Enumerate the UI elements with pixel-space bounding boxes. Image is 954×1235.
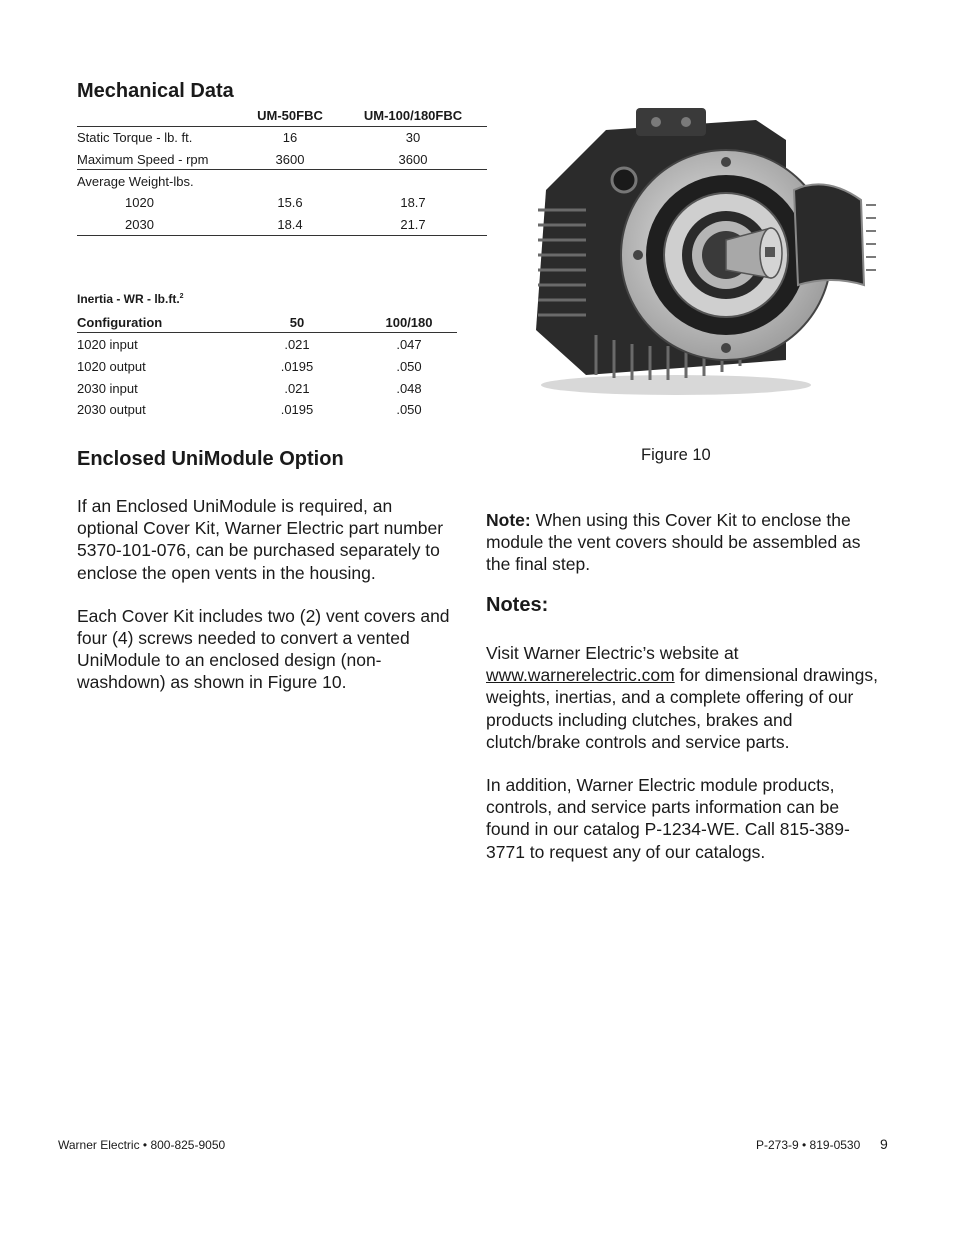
col-header-configuration: Configuration [77,315,163,330]
row-label: 2030 input [77,381,138,396]
inertia-table [77,292,457,422]
notes-text: Visit Warner Electric’s website at [486,643,739,663]
table-rule [77,332,457,333]
website-link[interactable]: www.warnerelectric.com [486,665,675,686]
row-label: Average Weight-lbs. [77,174,194,189]
cell-value: 3600 [398,152,428,167]
table-rule [77,169,487,170]
cell-value: .021 [284,337,310,352]
cell-value: 21.7 [400,217,426,232]
table-row [77,174,487,194]
col-header-100-180: 100/180 [385,315,433,330]
row-label: 1020 [125,195,154,210]
col-header-um100: UM-100/180FBC [363,108,463,123]
unimodule-photo [526,100,878,400]
cell-value: 16 [282,130,298,145]
enclosed-body [77,495,457,715]
col-header-um50: UM-50FBC [257,108,323,123]
col-header-50: 50 [289,315,305,330]
enclosed-paragraph-2: Each Cover Kit includes two (2) vent covers and four (4) screws needed to convert a vented UniModule to an enclosed design (non-washdown) as shown in Figure 10. [77,605,450,693]
footer-left: Warner Electric • 800-825-9050 [58,1138,226,1152]
row-label: 2030 output [77,402,146,417]
enclosed-paragraph-1: If an Enclosed UniModule is required, an optional Cover Kit, Warner Electric part number 5370-101-076, can be purchased separately to enclose the open vents in the housing. [77,496,444,583]
table-row [77,337,457,357]
row-label: 2030 [125,217,154,232]
page-number: 9 [880,1136,888,1152]
table-row [77,217,487,237]
table-rule [77,235,487,236]
note-block [486,509,866,597]
mechanical-data-heading: Mechanical Data [77,80,234,102]
footer-right: P-273-9 • 819-0530 [756,1138,861,1152]
row-label: 1020 input [77,337,138,352]
cell-value: .0195 [280,402,314,417]
cell-value: 30 [405,130,421,145]
inertia-title: Inertia - WR - lb.ft.$^2$ [77,292,184,306]
cell-value: 18.4 [277,217,303,232]
row-label: 1020 output [77,359,146,374]
cell-value: .047 [396,337,422,352]
table-row [77,130,487,150]
cell-value: 15.6 [277,195,303,210]
table-row [77,381,457,401]
table-row [77,402,457,422]
note-label: Note: [486,510,531,530]
enclosed-unimodule-heading: Enclosed UniModule Option [77,448,344,470]
notes-heading: Notes: [486,594,549,616]
row-label: Static Torque - lb. ft. [77,130,193,145]
cell-value: 18.7 [400,195,426,210]
cell-value: .048 [396,381,422,396]
notes-text: for dimensional drawings, weights, inertias, and a complete offering of our products including clutches, brakes and clutch/brake controls and service parts. [486,665,878,752]
cell-value: .021 [284,381,310,396]
table-row [77,195,487,215]
notes-paragraph-1 [486,642,881,753]
table-row [77,359,457,379]
cell-value: .050 [396,402,422,417]
cell-value: .050 [396,359,422,374]
note-text: When using this Cover Kit to enclose the module the vent covers should be assembled as the final step. [486,510,861,575]
row-label: Maximum Speed - rpm [77,152,209,167]
cell-value: .0195 [280,359,314,374]
notes-body [486,642,881,884]
cell-value: 3600 [275,152,305,167]
figure-caption: Figure 10 [641,446,711,464]
table-rule [77,126,487,127]
mechanical-data-table [77,108,487,238]
notes-paragraph-2: In addition, Warner Electric module products, controls, and service parts information can be found in our catalog P-1234-WE. Call 815-389-3771 to request any of our catalogs. [486,775,850,862]
